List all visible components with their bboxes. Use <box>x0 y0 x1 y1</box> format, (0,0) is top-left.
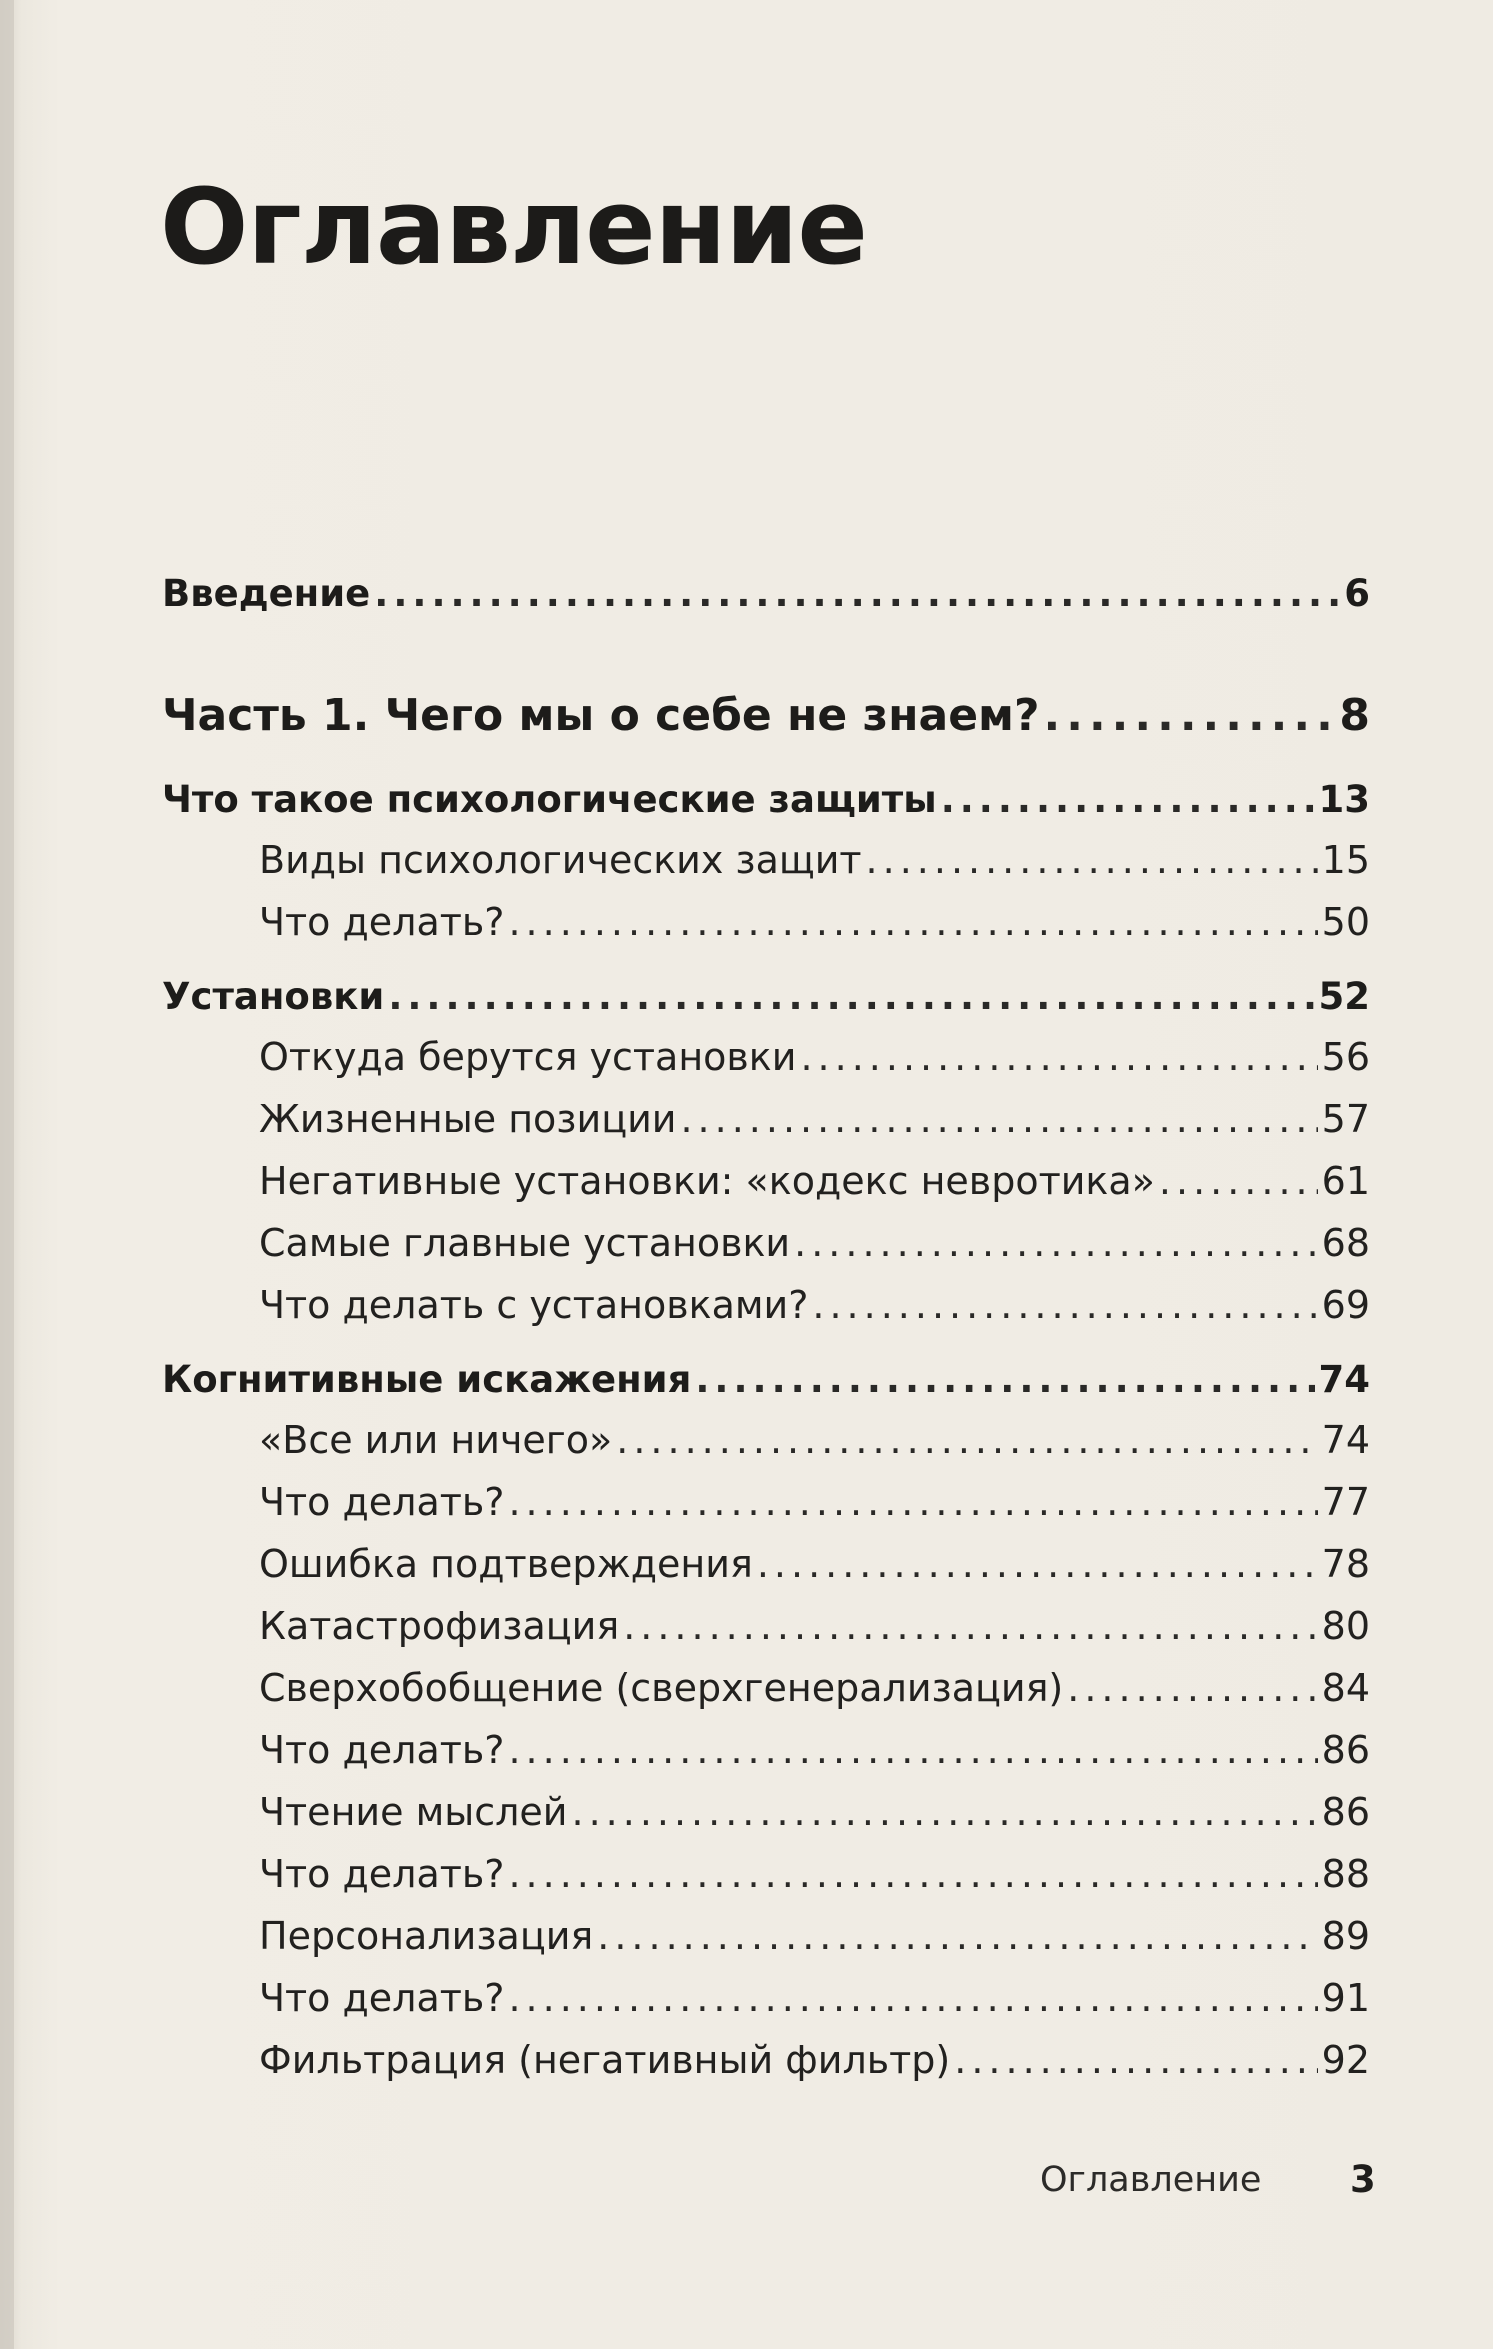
toc-entry <box>259 1728 1370 1772</box>
toc-entry-title: Когнитивные искажения <box>162 1358 692 1401</box>
toc-entry-title: «Все или ничего» <box>259 1418 613 1462</box>
dot-leader <box>508 900 1317 944</box>
toc-entry-page-number: 74 <box>1318 1358 1370 1401</box>
toc-entry-page-number: 84 <box>1321 1666 1370 1710</box>
dot-leader <box>572 1790 1318 1834</box>
toc-entry-title: Виды психологических защит <box>259 838 862 882</box>
toc-entry-title: Сверхобобщение (сверхгенерализация) <box>259 1666 1064 1710</box>
dot-leader <box>597 1914 1317 1958</box>
toc-entry-page-number: 86 <box>1321 1790 1370 1834</box>
toc-entry-title: Самые главные установки <box>259 1221 791 1265</box>
toc-entry <box>259 1480 1370 1524</box>
dot-leader <box>800 1035 1317 1079</box>
toc-entry-title: Введение <box>162 572 371 615</box>
toc-entry-title: Установки <box>162 975 385 1018</box>
dot-leader <box>508 1480 1317 1524</box>
dot-leader <box>680 1097 1317 1141</box>
toc-entry-title: Что делать? <box>259 1852 505 1896</box>
dot-leader <box>812 1283 1317 1327</box>
dot-leader <box>508 1852 1317 1896</box>
dot-leader <box>388 975 1314 1018</box>
toc-entry-page-number: 88 <box>1321 1852 1370 1896</box>
toc-entry-page-number: 89 <box>1321 1914 1370 1958</box>
toc-entry <box>162 975 1370 1018</box>
toc-entry-title: Что делать? <box>259 1480 505 1524</box>
toc-entry-page-number: 69 <box>1321 1283 1370 1327</box>
toc-entry <box>162 690 1370 741</box>
toc-entry-page-number: 74 <box>1321 1418 1370 1462</box>
toc-entry <box>162 778 1370 821</box>
toc-entry-title: Что делать? <box>259 1976 505 2020</box>
toc-entry-title: Откуда берутся установки <box>259 1035 797 1079</box>
dot-leader <box>866 838 1318 882</box>
dot-leader <box>508 1728 1317 1772</box>
toc-entry <box>259 1852 1370 1896</box>
dot-leader <box>616 1418 1317 1462</box>
toc-entry-page-number: 6 <box>1344 572 1370 615</box>
toc-entry-title: Что такое психологические защиты <box>162 778 937 821</box>
running-footer-label: Оглавление <box>1040 2160 1262 2200</box>
toc-entry-page-number: 56 <box>1321 1035 1370 1079</box>
dot-leader <box>1044 690 1336 741</box>
table-of-contents <box>162 0 1370 2349</box>
toc-entry <box>259 900 1370 944</box>
page-edge <box>0 0 14 2349</box>
toc-entry-title: Ошибка подтверждения <box>259 1542 753 1586</box>
dot-leader <box>623 1604 1317 1648</box>
toc-entry-title: Чтение мыслей <box>259 1790 568 1834</box>
toc-entry <box>259 1604 1370 1648</box>
toc-entry <box>259 1914 1370 1958</box>
toc-entry <box>162 572 1370 615</box>
dot-leader <box>757 1542 1318 1586</box>
toc-entry <box>259 1976 1370 2020</box>
dot-leader <box>1159 1159 1318 1203</box>
toc-entry-page-number: 80 <box>1321 1604 1370 1648</box>
toc-entry-title: Катастрофизация <box>259 1604 620 1648</box>
toc-entry-title: Фильтрация (негативный фильтр) <box>259 2038 951 2082</box>
toc-entry-title: Что делать? <box>259 1728 505 1772</box>
dot-leader <box>695 1358 1314 1401</box>
toc-entry <box>259 1097 1370 1141</box>
toc-entry <box>259 1159 1370 1203</box>
toc-entry-title: Что делать с установками? <box>259 1283 809 1327</box>
toc-entry <box>259 838 1370 882</box>
toc-entry-page-number: 50 <box>1321 900 1370 944</box>
toc-entry-title: Часть 1. Чего мы о себе не знаем? <box>162 690 1040 741</box>
toc-entry-page-number: 68 <box>1321 1221 1370 1265</box>
toc-entry-title: Жизненные позиции <box>259 1097 677 1141</box>
toc-entry <box>259 2038 1370 2082</box>
dot-leader <box>794 1221 1318 1265</box>
dot-leader <box>508 1976 1317 2020</box>
toc-entry <box>259 1542 1370 1586</box>
toc-entry-page-number: 91 <box>1321 1976 1370 2020</box>
toc-entry <box>162 1358 1370 1401</box>
toc-entry <box>259 1666 1370 1710</box>
toc-entry-page-number: 8 <box>1339 690 1370 741</box>
toc-entry <box>259 1283 1370 1327</box>
toc-entry-page-number: 61 <box>1321 1159 1370 1203</box>
page-number: 3 <box>1350 2158 1376 2201</box>
toc-entry-page-number: 86 <box>1321 1728 1370 1772</box>
toc-entry-page-number: 15 <box>1321 838 1370 882</box>
toc-entry-page-number: 57 <box>1321 1097 1370 1141</box>
dot-leader <box>941 778 1315 821</box>
toc-entry <box>259 1790 1370 1834</box>
toc-entry <box>259 1221 1370 1265</box>
dot-leader <box>954 2038 1317 2082</box>
toc-entry-page-number: 77 <box>1321 1480 1370 1524</box>
toc-entry <box>259 1418 1370 1462</box>
toc-entry-page-number: 13 <box>1318 778 1370 821</box>
dot-leader <box>1067 1666 1317 1710</box>
toc-entry-page-number: 52 <box>1318 975 1370 1018</box>
toc-entry-title: Персонализация <box>259 1914 594 1958</box>
toc-entry-title: Что делать? <box>259 900 505 944</box>
page-title: Оглавление <box>160 166 867 288</box>
dot-leader <box>374 572 1340 615</box>
toc-entry-page-number: 92 <box>1321 2038 1370 2082</box>
toc-entry-title: Негативные установки: «кодекс невротика» <box>259 1159 1155 1203</box>
toc-entry <box>259 1035 1370 1079</box>
toc-entry-page-number: 78 <box>1321 1542 1370 1586</box>
